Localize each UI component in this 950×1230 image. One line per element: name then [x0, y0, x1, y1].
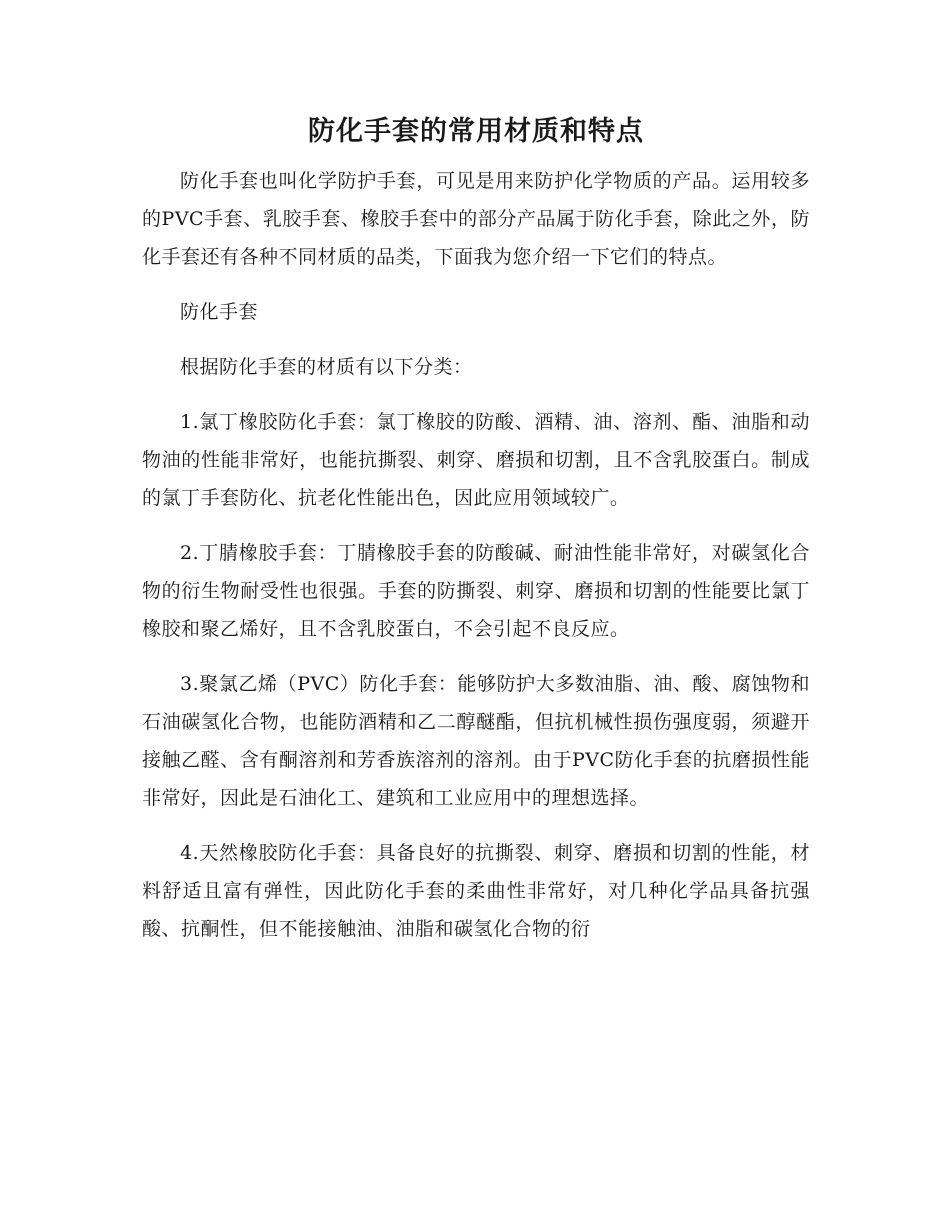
document-title: 防化手套的常用材质和特点 — [308, 116, 644, 147]
paragraph-intro: 防化手套也叫化学防护手套，可见是用来防护化学物质的产品。运用较多的PVC手套、乳胶手套、橡胶手套中的部分产品属于防化手套，除此之外，防化手套还有各种不同材质的品类，下面我为您介绍一下它们的特点。 — [142, 170, 810, 268]
paragraph-item-1: 1.氯丁橡胶防化手套：氯丁橡胶的防酸、酒精、油、溶剂、酯、油脂和动物油的性能非常好，也能抗撕裂、刺穿、磨损和切割，且不含乳胶蛋白。制成的氯丁手套防化、抗老化性能出色，因此应用领域较广。 — [142, 411, 810, 509]
paragraph-item-2: 2.丁腈橡胶手套：丁腈橡胶手套的防酸碱、耐油性能非常好，对碳氢化合物的衍生物耐受性也很强。手套的防撕裂、刺穿、磨损和切割的性能要比氯丁橡胶和聚乙烯好，且不含乳胶蛋白，不会引起不良反应。 — [142, 542, 810, 640]
paragraph-classification: 根据防化手套的材质有以下分类： — [180, 356, 473, 378]
document-body — [142, 108, 810, 965]
paragraph-item-4: 4.天然橡胶防化手套：具备良好的抗撕裂、刺穿、磨损和切割的性能，材料舒适且富有弹性，因此防化手套的柔曲性非常好，对几种化学品具备抗强酸、抗酮性，但不能接触油、油脂和碳氢化合物的衍 — [142, 842, 810, 940]
paragraph-item-3: 3.聚氯乙烯（PVC）防化手套：能够防护大多数油脂、油、酸、腐蚀物和石油碳氢化合物，也能防酒精和乙二醇醚酯，但抗机械性损伤强度弱，须避开接触乙醛、含有酮溶剂和芳香族溶剂的溶剂。由于PVC防化手套的抗磨损性能非常好，因此是石油化工、建筑和工业应用中的理想选择。 — [142, 673, 810, 809]
paragraph-heading: 防化手套 — [180, 301, 259, 323]
